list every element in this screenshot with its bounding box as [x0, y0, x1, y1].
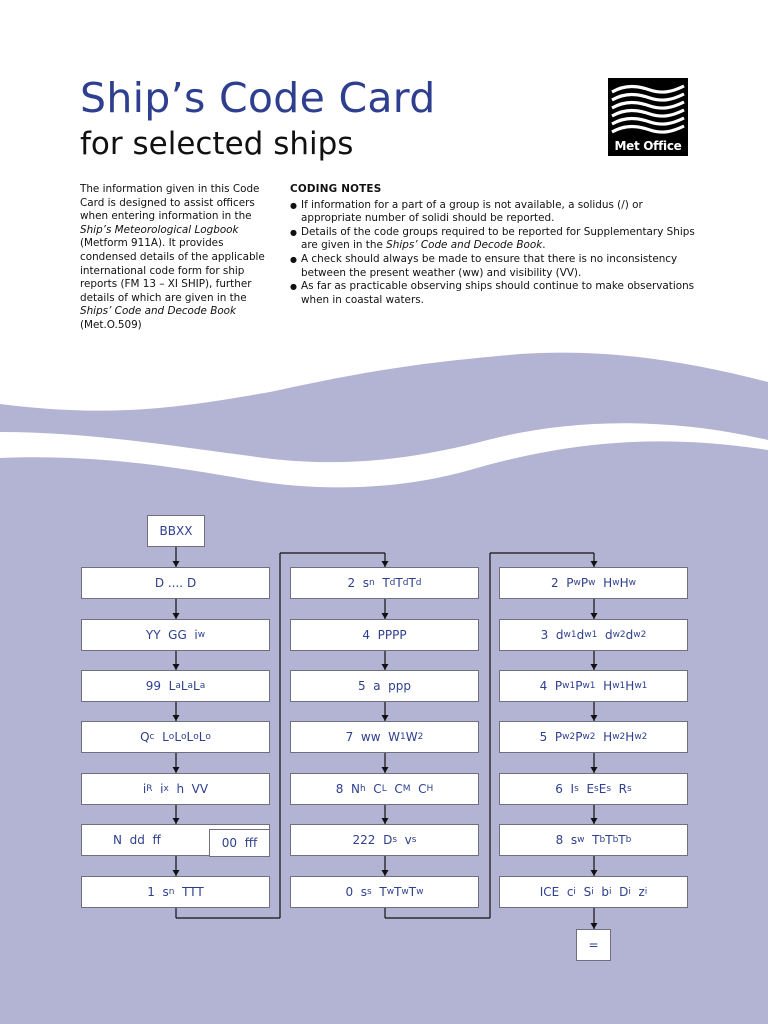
code-text: 99 L	[145, 679, 176, 693]
code-text: W	[405, 730, 418, 744]
code-text: E	[578, 782, 595, 796]
code-text: T	[374, 576, 390, 590]
page-title: Ship’s Code Card	[80, 74, 436, 122]
code-text: S	[575, 885, 592, 899]
code-group-box: 1 s n TTT	[81, 876, 270, 908]
intro-book-title: Ships’ Code and Decode Book	[80, 305, 237, 318]
code-group-box: 4 P w1 P w1 H w1 H w1	[499, 670, 688, 702]
code-text: L	[180, 679, 188, 693]
code-text: C	[386, 782, 403, 796]
code-text: 222 D	[352, 833, 393, 847]
page-subtitle: for selected ships	[80, 126, 354, 162]
code-text: T	[584, 833, 600, 847]
code-text: 8 s	[555, 833, 578, 847]
code-text: 4 PPPP	[362, 628, 407, 642]
code-text: D .... D	[154, 576, 197, 590]
code-text: T	[395, 576, 403, 590]
code-text: 2 P	[551, 576, 574, 590]
code-text: 5 a ppp	[357, 679, 412, 693]
code-text: T	[408, 885, 417, 899]
code-text: P	[575, 679, 583, 693]
code-text: b	[593, 885, 609, 899]
wind-extension-label: 00 fff	[221, 836, 258, 850]
code-group-box: 222 D s v s	[290, 824, 479, 856]
code-text: D	[611, 885, 629, 899]
code-group-box: 3 d w1 d w1 d w2 d w2	[499, 619, 688, 651]
code-text: T	[408, 576, 416, 590]
code-text: z	[630, 885, 645, 899]
code-text: N dd ff	[113, 833, 161, 847]
code-text: TTT	[174, 885, 204, 899]
code-text: 2 s	[347, 576, 369, 590]
coding-note-2-end: .	[542, 239, 546, 252]
intro-text-2: (Metform 911A). It provides condensed details of the applicable international code form for ship reports (FM 13 – XI SHIP), further details of which are given in the	[80, 237, 265, 304]
code-text: d	[597, 628, 613, 642]
code-group-box	[81, 567, 270, 599]
coding-note-1: ● If information for a part of a group is not available, a solidus (/) or appropriate number of solidi should be reported.	[290, 199, 700, 226]
end-label: =	[588, 938, 599, 952]
start-box-bbxx	[147, 515, 205, 547]
code-group-box: Q c L o L o L o L o	[81, 721, 270, 753]
code-text: T	[394, 885, 402, 899]
code-text: H	[625, 679, 635, 693]
code-text: T	[605, 833, 613, 847]
code-group-box: ICE c i S i b i D i z i	[499, 876, 688, 908]
code-text: d	[625, 628, 634, 642]
code-text: i	[152, 782, 164, 796]
code-text: L	[193, 679, 200, 693]
coding-notes-heading: CODING NOTES	[290, 183, 382, 195]
code-group-box: 6 I s E s E s R s	[499, 773, 688, 805]
start-label: BBXX	[159, 524, 193, 538]
code-group-box: 0 s s T w T w T w	[290, 876, 479, 908]
code-text: H	[595, 679, 613, 693]
code-text: H	[625, 730, 635, 744]
code-text: i	[142, 782, 147, 796]
code-text: P	[575, 730, 583, 744]
code-text: d	[576, 628, 585, 642]
intro-text-3: (Met.O.509)	[80, 318, 142, 331]
coding-note-2-text: Details of the code groups required to be reported for Supplementary Ships are given in the	[301, 225, 695, 252]
code-text: T	[618, 833, 626, 847]
logo-text: Met Office	[614, 139, 682, 153]
coding-note-2-book: Ships’ Code and Decode Book	[386, 239, 543, 252]
code-text: 1 s	[147, 885, 169, 899]
code-group-box: 7 ww W 1 W 2	[290, 721, 479, 753]
code-group-box: 99 L a L a L a	[81, 670, 270, 702]
code-text: P	[580, 576, 589, 590]
code-text: v	[397, 833, 412, 847]
code-text: 3 d	[540, 628, 564, 642]
code-text: H	[619, 576, 629, 590]
code-group-box: 8 N h C L C M C H	[290, 773, 479, 805]
code-group-box: 2 s n T d T d T d	[290, 567, 479, 599]
code-text: E	[598, 782, 607, 796]
code-text: 4 P	[539, 679, 563, 693]
code-text: L	[198, 730, 206, 744]
code-group-box: 5 P w2 P w2 H w2 H w2	[499, 721, 688, 753]
code-text: T	[371, 885, 387, 899]
end-box	[576, 929, 611, 961]
code-group-box	[290, 670, 479, 702]
code-text: H	[595, 576, 613, 590]
code-text: 7 ww W	[345, 730, 401, 744]
code-text: YY GG i	[145, 628, 198, 642]
code-text: 0 s	[345, 885, 368, 899]
code-text: H	[595, 730, 613, 744]
code-text: L	[174, 730, 181, 744]
code-group-box	[290, 619, 479, 651]
code-text: 6 I	[555, 782, 575, 796]
code-text: 8 N	[335, 782, 360, 796]
code-text: L	[186, 730, 194, 744]
intro-logbook-title: Ship’s Meteorological Logbook	[80, 223, 239, 236]
code-group-box: 2 P w P w H w H w	[499, 567, 688, 599]
coding-note-4: ● As far as practicable observing ships should continue to make observations when in coastal waters.	[290, 280, 700, 307]
code-group-box: YY GG i w	[81, 619, 270, 651]
code-text: C	[365, 782, 382, 796]
code-text: R	[611, 782, 627, 796]
code-group-box: i R i x h VV	[81, 773, 270, 805]
code-group-box: 8 s w T b T b T b	[499, 824, 688, 856]
code-text: L	[154, 730, 169, 744]
code-text: Q	[140, 730, 150, 744]
code-text: C	[410, 782, 427, 796]
code-text: 5 P	[539, 730, 563, 744]
coding-note-3: ● A check should always be made to ensure that there is no inconsistency between the present weather (ww) and visibility (VV).	[290, 253, 700, 280]
intro-text-1: The information given in this Code Card is designed to assist officers when entering information in the	[80, 183, 260, 223]
code-text: ICE c	[539, 885, 574, 899]
code-text: h VV	[168, 782, 209, 796]
wind-extension-box	[209, 829, 270, 857]
